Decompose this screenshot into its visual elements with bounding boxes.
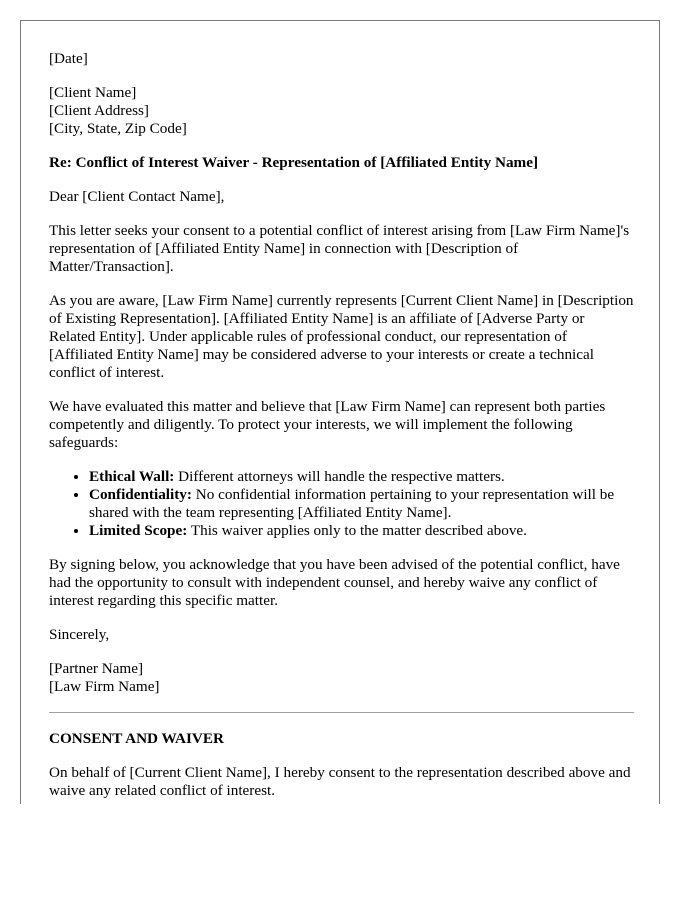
client-city-state-zip: [City, State, Zip Code] <box>49 120 187 137</box>
safeguard-item-limited-scope <box>89 522 634 540</box>
safeguard-text: This waiver applies only to the matter described above. <box>187 522 527 539</box>
safeguard-item-ethical-wall <box>89 468 634 486</box>
client-address: [Client Address] <box>49 102 149 119</box>
firm-name: [Law Firm Name] <box>49 678 160 695</box>
safeguard-term: Confidentiality: <box>89 486 192 503</box>
body-paragraph-1: This letter seeks your consent to a potential conflict of interest arising from [Law Firm Name]'s representation of [Affiliated Entity Name] in connection with [Description of Matter/Transaction]. <box>49 222 630 275</box>
recipient-address <box>49 84 634 138</box>
safeguard-term: Limited Scope: <box>89 522 188 539</box>
body-paragraph-3: We have evaluated this matter and believe that [Law Firm Name] can represent both parties competently and diligently. To protect your interests, we will implement the following safeguards: <box>49 398 606 451</box>
safeguard-item-confidentiality <box>89 486 634 522</box>
client-name: [Client Name] <box>49 84 137 101</box>
acknowledgment-paragraph: By signing below, you acknowledge that you have been advised of the potential conflict, have had the opportunity to consult with independent counsel, and hereby waive any conflict of interest regarding this specific matter. <box>49 556 620 609</box>
section-divider <box>49 712 634 713</box>
body-paragraph-2: As you are aware, [Law Firm Name] currently represents [Current Client Name] in [Description of Existing Representation]. [Affiliated Entity Name] is an affiliate of [Adverse Party or Related Entity]. Under applicable rules of professional conduct, our representation of [Affiliated Entity Name] may be considered adverse to your interests or create a technical conflict of interest. <box>49 292 634 381</box>
safeguard-text: No confidential information pertaining to your representation will be shared with the team representing [Affiliated Entity Name]. <box>89 486 615 521</box>
subject-line: Re: Conflict of Interest Waiver - Representation of [Affiliated Entity Name] <box>49 154 539 171</box>
closing: Sincerely, <box>49 626 110 643</box>
consent-heading: CONSENT AND WAIVER <box>49 730 224 747</box>
partner-name: [Partner Name] <box>49 660 144 677</box>
signature-block <box>49 660 634 696</box>
consent-text: On behalf of [Current Client Name], I hereby consent to the representation described above and waive any related conflict of interest. <box>49 764 631 799</box>
safeguard-text: Different attorneys will handle the respective matters. <box>174 468 505 485</box>
salutation: Dear [Client Contact Name], <box>49 188 225 205</box>
letter-date: [Date] <box>49 50 88 67</box>
safeguards-list <box>49 468 634 540</box>
safeguard-term: Ethical Wall: <box>89 468 175 485</box>
letter-content <box>49 50 634 804</box>
letter-page <box>20 20 660 804</box>
